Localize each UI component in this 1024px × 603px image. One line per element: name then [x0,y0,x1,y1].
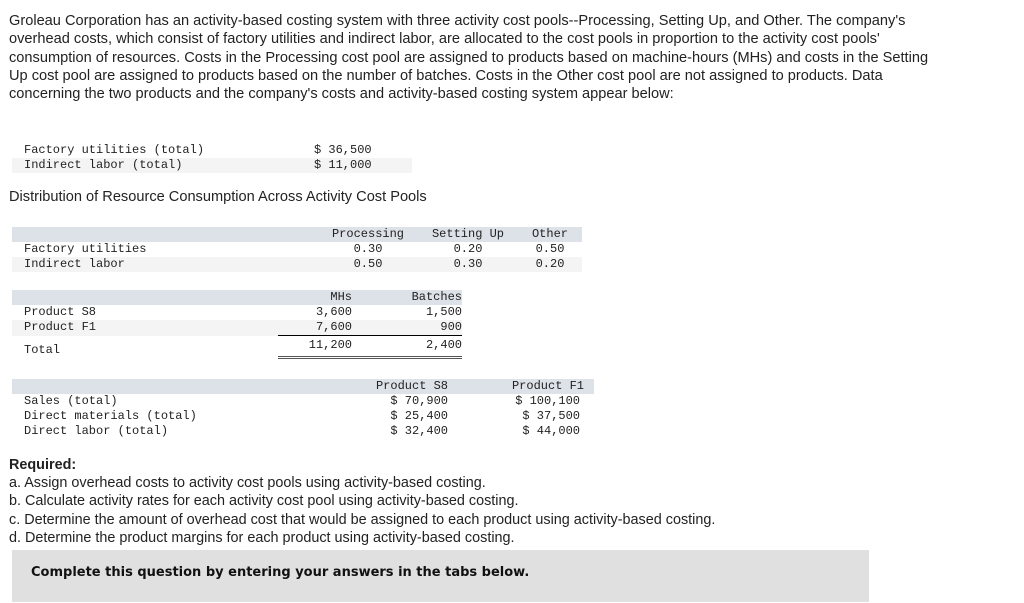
products-table [12,379,594,439]
cell: $ 44,000 [522,424,580,438]
table-row [12,320,462,336]
required-item-b: b. Calculate activity rates for each activity cost pool using activity-based costing. [9,493,519,510]
problem-statement: Groleau Corporation has an activity-based costing system with three activity cost pools--Processing, Setting Up, and Other. The company's overhead costs, which consist of factory utilities and indirect labor, are allocated to the cost pools in proportion to the activity cost pools' consumption of resources. Costs in the Processing cost pool are assigned to products based on machine-hours (MHs) and costs in the Setting Up cost pool are assigned to products based on the number of batches. Costs in the Other cost pool are not assigned to products. Data concerning the two products and the company's costs and activity-based costing system appear below: [9,13,929,103]
activity-table [12,290,462,359]
table-header [12,227,582,242]
header-batches: Batches [411,290,462,304]
table-row [12,409,594,424]
required-item-d: d. Determine the product margins for each product using activity-based costing. [9,529,515,546]
cell: 0.50 [353,257,383,271]
header-processing: Processing [331,227,404,241]
table-row [12,257,582,272]
required-item-a: a. Assign overhead costs to activity cost pools using activity-based costing. [9,475,486,492]
row-label: Factory utilities (total) [24,143,205,157]
row-label: Total [24,342,61,357]
cell: 0.20 [453,242,483,256]
row-label: Product S8 [24,305,97,319]
table-header [12,379,594,394]
cell: 2,400 [352,336,462,358]
instructions-text: Complete this question by entering your answers in the tabs below. [31,565,530,580]
cell: $ 25,400 [390,409,448,423]
cell: 0.20 [535,257,565,271]
header-product-s8: Product S8 [375,379,448,393]
row-label: Sales (total) [24,394,118,408]
row-value: $ 36,500 [314,143,372,157]
distribution-title: Distribution of Resource Consumption Across Activity Cost Pools [9,189,427,205]
header-setting-up: Setting Up [431,227,504,241]
cell: $ 32,400 [390,424,448,438]
row-label: Product F1 [24,320,97,335]
required-item-c: c. Determine the amount of overhead cost that would be assigned to each product using activity-based costing. [9,511,716,528]
distribution-table [12,227,582,272]
row-value: $ 11,000 [314,158,372,172]
cell: 900 [440,320,462,334]
cell: 0.30 [353,242,383,256]
cell: 0.30 [453,257,483,271]
table-row [12,143,412,158]
cell: 7,600 [315,320,352,334]
instructions-banner [12,550,869,602]
header-other: Other [531,227,568,241]
table-header [12,290,462,305]
table-row [12,424,594,439]
cell: $ 37,500 [522,409,580,423]
overhead-costs-table [12,143,412,173]
table-row [12,394,594,409]
cell: 11,200 [278,336,352,358]
table-row [12,305,462,320]
header-product-f1: Product F1 [511,379,584,393]
cell: 0.50 [535,242,565,256]
cell: $ 70,900 [390,394,448,408]
cell: $ 100,100 [515,394,580,408]
required-title: Required: [9,457,77,473]
row-label: Direct materials (total) [24,409,197,423]
row-label: Factory utilities [24,242,147,256]
cell: 1,500 [425,305,462,319]
table-row [12,242,582,257]
row-label: Indirect labor [24,257,125,271]
row-label: Direct labor (total) [24,424,169,438]
table-row-total [12,336,462,358]
table-row [12,158,412,173]
required-section [9,456,909,547]
header-mhs: MHs [330,290,352,304]
cell: 3,600 [315,305,352,319]
row-label: Indirect labor (total) [24,158,183,172]
